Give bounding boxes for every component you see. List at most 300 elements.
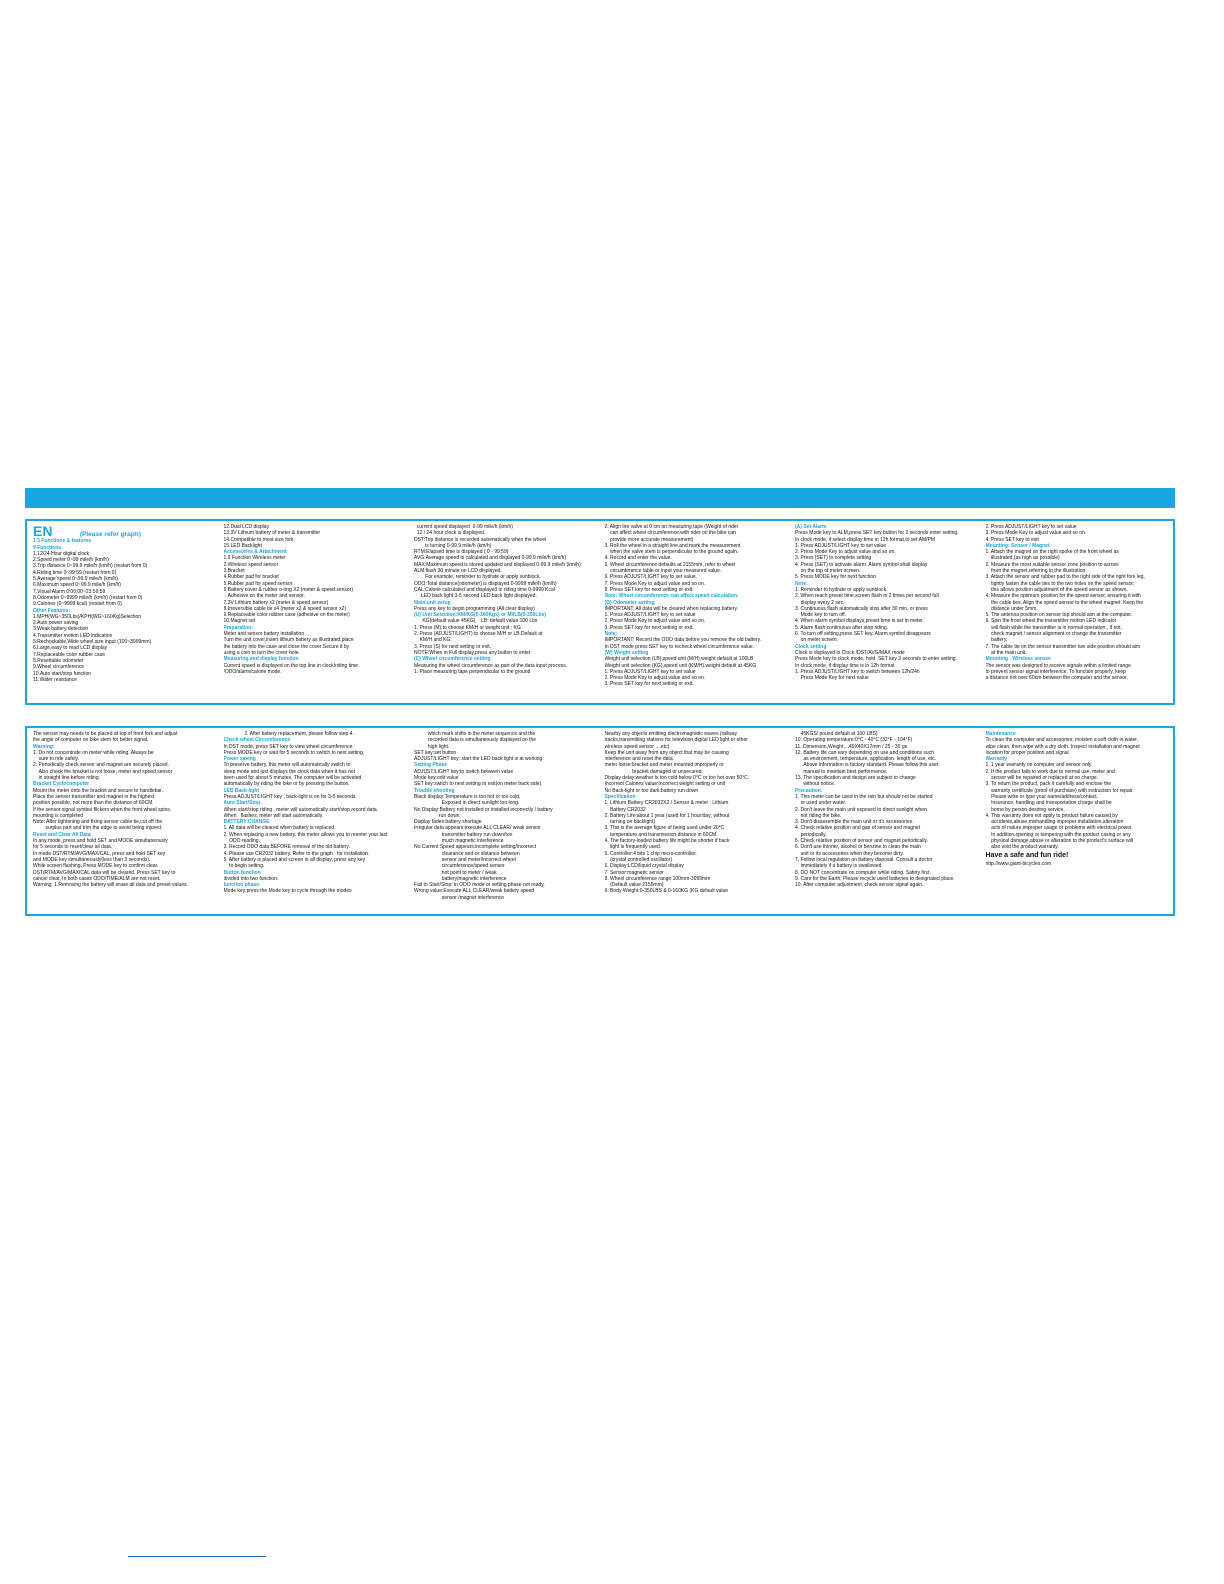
manual-line: Black display:Temperature is too hot or too cold, (414, 793, 521, 800)
column-9 (414, 731, 596, 912)
manual-line: Irregular data appears:execute ALL CLEAR/ weak sensor (414, 825, 541, 832)
section-heading: Button function (223, 869, 261, 876)
manual-line: 4. The factory-loaded battery life might be shorter if back (604, 838, 730, 845)
manual-line: recorded data is simultaneously displayed on the (414, 737, 537, 744)
manual-line: 7. Follow local regulation on battery disposal. Consult a doctor (795, 856, 933, 863)
manual-line: 4. Record and enter the value. (604, 555, 672, 562)
manual-line: Above information is factory standard. Please follow this user (795, 762, 939, 769)
column-2 (224, 524, 406, 701)
manual-line: NOTE:When in Full display,press any button to enter (414, 649, 531, 656)
manual-line: transmitter battery run down/too (414, 831, 513, 838)
manual-line: at the main unit. (985, 649, 1027, 656)
manual-line: 1. Press ADJUST/LIGHT key to switch between 12h/24h (795, 668, 920, 675)
manual-line: Measuring the wheel circumference as part of the data input process. (414, 662, 568, 669)
manual-line: Insurance, handling and transportation charge shall be (985, 800, 1112, 807)
manual-line: Weight unit selection (KG),speed unit (KM/H),weight default at 45KG (604, 662, 757, 669)
manual-line: 2. Press (ADJUST/LIGHT) to choose M/H or LB.Default at (414, 631, 543, 638)
manual-line: 6. Press ADJUST/LIGHT key to set value. (604, 574, 697, 581)
manual-line: this allows position adjustment of the speed sensor as shown. (985, 586, 1128, 593)
manual-line: 15.LED Backlight (223, 542, 262, 549)
manual-line: sensor /magnet interference (414, 894, 505, 901)
language-heading (33, 524, 215, 538)
manual-line: 4. This warranty does not apply to product failure caused by (985, 812, 1118, 819)
manual-line: Current speed is displayed on the top line in clock/riding time (223, 662, 359, 669)
manual-line: To preserve battery, this meter will automatically switch to (223, 762, 351, 769)
manual-line: No Display:Battery not installed or installed incorrectly / battery (414, 806, 553, 813)
manual-line: Place the sensor transmitter and magnet in the highest (33, 793, 155, 800)
manual-line: location for proper position and signal. (985, 749, 1070, 756)
manual-line: 2. After battery replacement, please follow step 4. (223, 731, 354, 737)
manual-line: 4.Rubber pad for bracket (223, 574, 279, 581)
manual-line: 6. Spin the front wheel,the transmitter motion LED indicator (985, 618, 1117, 625)
section-heading: Auto Start/Stop (223, 800, 261, 807)
manual-line: 12. Battery life can vary depending on use and conditions such (795, 749, 934, 756)
manual-line: 9. Care for the Earth. Please recycle used batteries to designated place. (795, 875, 955, 882)
manual-line: 4. Press SET key to exit (985, 536, 1039, 543)
column-3 (414, 524, 596, 701)
manual-line: Wrong value:Execute ALL CLEAR/weak battery speed (414, 888, 535, 895)
manual-line: 6.Battery cover & rubber o-ring X2 (meter & speed sensor) (223, 586, 354, 593)
manual-line: Also check the bracket is not loose, meter and speed sensor (33, 768, 173, 775)
manual-line: from the magnet,referring to the illustration. (985, 568, 1087, 575)
section-heading: (U) Unit Selection:KM/KG(0-160Kgs) or MI/LB(0-350Lbs) (414, 612, 546, 619)
manual-line: on meter screen. (795, 637, 839, 644)
manual-line: clearance and-or distance between (414, 850, 520, 857)
manual-line: 2.Wireless speed sensor (223, 561, 279, 568)
manual-line: Note: After tightening and fixing sensor cable tie,cut off the (33, 819, 163, 826)
manual-line: 5. Alarm flash continuous after stop riding. (795, 624, 889, 631)
manual-line: temperature and transmission distance in 60CM. (604, 831, 718, 838)
manual-line: ALM:flash 30 minute on LCD displayed. (414, 568, 502, 575)
column-10 (605, 731, 787, 912)
manual-line: 7. The cable tie on the sensor transmitter two side position should aim (985, 643, 1141, 650)
column-1 (33, 524, 215, 701)
safe-ride-message: Have a safe and fun ride! (985, 851, 1069, 859)
manual-line: DST/RTM/AVG/MAX/CAL data will be cleared, Press SET key to (33, 869, 176, 876)
section-heading: Accessories & Attachment (223, 549, 287, 556)
manual-line: In DST mode, press SET key to view wheel circumference. (223, 743, 354, 750)
manual-line: also void the product warranty. (985, 844, 1059, 851)
manual-line: 4. Check relative position and gap of sensor and magnet (795, 825, 921, 832)
manual-line: 1. 1 year warranty on computer and sensor only (985, 762, 1092, 769)
manual-line: In clock mode, if select display time in 12h format,to set AM/PM (795, 536, 936, 543)
section-heading: Specification (604, 793, 636, 800)
manual-line: in straight line before riding. (33, 775, 100, 782)
manual-line: 3. Press (SET) to complete setting (795, 555, 872, 562)
manual-line: /ODO/alarm/calorie mode. (223, 668, 282, 675)
manual-line: 4.Transmitter motion LED indication (33, 632, 113, 639)
manual-line: distance under 5mm. (985, 605, 1038, 612)
manual-line: 2. Press Mode Key to adjust value and so on. (604, 618, 706, 625)
manual-line: 4.Riding time 0~99:59 (restart from 0) (33, 569, 117, 576)
column-6 (986, 524, 1168, 701)
manual-line: 3.Weak battery detection (33, 626, 89, 633)
manual-line: 8.Odometer 0~9999 mile/h (km/h) (restart from 0) (33, 594, 143, 601)
manual-line: 4. Please use CR2032 battery. Refer to the graph for installation. (223, 850, 370, 857)
manual-line: 2. Align tire valve at 0 cm on measuring tape (Weight of rider (604, 524, 739, 530)
manual-line: AVG:Average speed is calculated and displayed 0-99.9 mile/h (km/h) (414, 555, 567, 562)
manual-line: illustrated,(as high as possible) (985, 555, 1060, 562)
manual-line: 5.Average speed 0~99.9 mile/h (km/h) (33, 576, 118, 583)
manual-line: 10.Magnet set (223, 618, 256, 625)
manual-line: ADJUST/LIGHT key:to switch between value (414, 768, 514, 775)
manual-line: meter loose:bracket and meter mounted improperly or (604, 762, 724, 769)
language-code: EN (33, 524, 53, 539)
manual-line: Please write or type your name/address/contact. (985, 793, 1099, 800)
section-heading: BATTERY CHANGE (223, 819, 270, 826)
manual-line: IMPORTANT: All data will be cleared when replacing battery. (604, 605, 738, 612)
manual-line: The sensor may needs to be placed at top of front fork and adjust (33, 731, 178, 737)
manual-line: 1. Place measuring tape perpendicular to the ground (414, 668, 531, 675)
manual-line: immediately if a battery is swallowed. (795, 863, 883, 870)
manual-line: warranty certificate (proof of purchase) with instruction for repair. (985, 787, 1134, 794)
manual-line: provide more accurate measurement) (604, 536, 694, 543)
manual-line: Meter and sensor battery installation (223, 631, 305, 638)
section-heading: Preparation: (223, 624, 253, 631)
manual-line: 2. Press ADJUST/LIGHT key to set value (985, 524, 1077, 530)
section-heading: Bracket Cyclocomputer (33, 781, 90, 788)
section-heading: function phase: (223, 882, 261, 889)
manual-line: for 5 seconds to reset/clear all data. (33, 844, 113, 851)
manual-line: automatically by riding the bike or by pressing the button. (223, 781, 350, 788)
section-heading: (A) Set Alarm (795, 524, 827, 530)
manual-line: wipe clean, then wipe with a dry cloth. Inspect installation and magnet (985, 743, 1140, 750)
header-color-bar (25, 488, 1175, 508)
manual-line: will flash while the transmitter is in normal operation., If not, (985, 624, 1122, 631)
column-11 (795, 731, 977, 912)
manual-line: is turning 0-99.9 mile/h (km/h) (414, 542, 492, 549)
section-heading: 9 Functions (33, 544, 62, 551)
manual-line: (crystal controlled oscillator) (604, 856, 673, 863)
manual-line: (Default value 2155mm) (604, 882, 664, 889)
manual-line: 3. Don't disassemble the main unit or it's accessories. (795, 819, 914, 826)
manual-line: 4. Press (SET) to activate alarm. Alarm symbol shall display (795, 561, 928, 568)
manual-line: 10. After computer adjustment, check sensor signal again. (795, 882, 924, 889)
manual-line: 8. Press SET key for next setting or exit. (604, 586, 694, 593)
manual-line: 2. If the product fails to work due to normal use, meter and (985, 768, 1115, 775)
website-url[interactable]: http://www.giant-bicycles.com (985, 860, 1052, 867)
manual-line: circumference/speed sensor (414, 863, 505, 870)
manual-line: 10.Auto start/stop function (33, 670, 92, 677)
manual-line: Fail to Start/Stop: in ODO mode or setting phase not ready. (414, 882, 545, 889)
manual-line: ADJUST/LIGHT key: start the LED back light is at working (414, 756, 543, 763)
manual-line: battery. (985, 637, 1008, 644)
manual-line: The sensor was designed to receive signals within a limited range (985, 662, 1131, 669)
manual-line: DST:Trip distance is recorded automatically when the wheel (414, 536, 547, 543)
manual-line: 5. The antenna position on sensor top should aim at the computer. (985, 612, 1133, 619)
manual-line: 9.Calories (0~9999 kcal) (restart from 0) (33, 601, 122, 608)
manual-line: using a coin to turn the cover hole. (223, 649, 300, 656)
manual-line: MAX:Maximum speed is stored updated and displayed 0-99.9 mile/h (km/h) (414, 561, 581, 568)
manual-line: 7.3V Lithium battery x2 (meter & speed sensor) (223, 599, 329, 606)
manual-line: 6. To turn off setting,press SET key. Alarm symbol disappears (795, 631, 931, 638)
section-heading: Note: (795, 580, 808, 587)
manual-line: tightly fasten the cable ties to the two holes on the speed sensor; (985, 580, 1135, 587)
manual-line: the battery into the case and close the cover.Secure it by (223, 643, 350, 650)
manual-line: physical damage,abuse or alteration to the product's surface will (985, 838, 1133, 845)
section-heading: Measuring and display function (223, 656, 299, 663)
section-heading: Warranty (985, 756, 1007, 763)
manual-line: 2. When replacing a new battery, this meter allows you to reenter your last (223, 831, 388, 838)
column-5 (795, 524, 977, 701)
manual-line: 6.Maximum speed 0~99.9 mile/h (km/h) (33, 582, 121, 589)
manual-line: 8. Wheel circumference range:100mm-3999mm (604, 875, 711, 882)
manual-line: Press ADJUST/LIGHT key , back-light is on for 3-5 seconds. (223, 793, 357, 800)
section-heading: Power saving (223, 756, 256, 763)
manual-line: 6. Display:LCD/liquid crystal display (604, 863, 684, 870)
manual-line: which mark shifts in the meter sequence and the (414, 731, 536, 737)
manual-line: manual to maintain best performance. (795, 768, 888, 775)
manual-line: RTM:Elapsed time is displayed ( 0 - 99:59) (414, 549, 509, 556)
manual-line: 1. Do not concentrate on meter while riding. Always be (33, 749, 154, 756)
manual-line: 3. This is the average figure of being used under 20°C (604, 825, 725, 832)
manual-line: 7.Visual Alarm 0:00:00~23:59:59 (33, 588, 106, 595)
manual-line: 14.Compatible to most size fork (223, 536, 294, 543)
manual-line: the angle of computer on bike stem for better signal. (33, 737, 149, 744)
manual-line: bracket damaged or unsecured. (604, 768, 703, 775)
manual-line: 3. Record ODO data BEFORE removal of the old battery. (223, 844, 350, 851)
manual-line: Incorrect Calories value:Incorrect weight setting or unit (604, 781, 726, 788)
manual-line: run down (414, 812, 460, 819)
manual-line: high light. (414, 743, 450, 750)
manual-line: position possible. not more than the distance of 60CM. (33, 800, 154, 807)
manual-line: periodically. (795, 831, 827, 838)
section-heading: LED Back-light (223, 787, 260, 794)
manual-line: 13. The specification and design are subject to change (795, 775, 916, 782)
manual-line: 1.MPH(WG~350Lbs)/KPH(WG~160Kg)Selection (33, 613, 142, 620)
manual-line: Mode key:edit value (414, 775, 459, 782)
manual-line: current speed displayed 0-99 mile/h (km/h) (414, 524, 513, 530)
manual-line: 1. Attach the magnet on the right spoke of the front wheel as (985, 549, 1119, 556)
manual-line: In DST mode press SET key to recheck wheel circumference value. (604, 643, 755, 650)
manual-line: KM/H and KG. (414, 637, 452, 644)
manual-line: Keep the unit away from any object that may be causing (604, 749, 729, 756)
manual-line: sensor will be repaired or replaced at no charge. (985, 775, 1099, 782)
manual-line: Press MODE key or wait for 5 seconds to switch to next setting. (223, 749, 365, 756)
manual-line: 5. Press MODE key for next function (795, 574, 876, 581)
manual-line: 4. When alarm symbol displays,preset time is set in meter. (795, 618, 924, 625)
manual-line: To clean the computer and accessories; moisten a soft cloth in water, (985, 737, 1139, 744)
manual-line: 2. Press Mode Key to adjust value and so on. (795, 549, 896, 556)
manual-line: borne by person desiring service. (985, 806, 1065, 813)
manual-line: 1. Lithium Battery CR2032X2 / Sensor & meter : Lithium (604, 800, 729, 807)
manual-line: 4. Measure the optimum position for the speed sensor, ensuring it with (985, 593, 1141, 600)
manual-line: 13.3V Lithium battery of meter & transmitter (223, 530, 321, 537)
manual-line: 1. Reminder to hydrate or apply sunblock. (795, 586, 888, 593)
manual-line: Warning: 1.Removing the battery will erase all data and preset values. (33, 882, 188, 889)
manual-line: 3. To return the product, pack it carefully and enclose the (985, 781, 1112, 788)
manual-line: and MODE key simultaneously(less than 3 seconds). (33, 856, 151, 863)
manual-line: cancel clear, In both cases ODO/TIME/ALM are not reset. (33, 875, 161, 882)
manual-line: as environment, temperature, application, length of use, etc. (795, 756, 937, 763)
manual-line: or used under water. (795, 800, 847, 807)
column-8 (224, 731, 406, 912)
manual-line: display every 2 sec. (795, 599, 845, 606)
manual-line: 1. All data will be cleared when battery is replaced. (223, 825, 336, 832)
section-heading: Other Features: (33, 607, 71, 614)
manual-line: In addition,opening or tampering with the product casing or any (985, 831, 1131, 838)
manual-line: divided into two function: (223, 875, 279, 882)
manual-line: SET key:set button (414, 749, 457, 756)
column-12 (986, 731, 1168, 912)
manual-line: 3. Roll the wheel in a straight line and mark the measurement (604, 542, 741, 549)
section-heading: 1 5 Functions & features (33, 538, 92, 545)
manual-line: 45KGS/ pound default at 100 LBS) (795, 731, 878, 737)
manual-line: sleep mode and just displays the clock data when it has not (223, 768, 355, 775)
manual-line: Nearby any objects emitting electromagnetic waves (railway (604, 731, 738, 737)
manual-line: ODO:Total distance(odometer) is displayed 0-9999 mile/h (km/h) (414, 580, 557, 587)
manual-line: Press any key to begin programming (All clear display) (414, 605, 535, 612)
manual-line: mounting is completed (33, 812, 84, 819)
manual-line: CAL:Calorie calculated and displayed in riding time 0-9999 Kcal (414, 586, 555, 593)
manual-line: Display delay:weather is too cold below 0°C or too hot over 50°C. (604, 775, 750, 782)
manual-line: battery/magnetic interference (414, 875, 507, 882)
manual-line: 2. When reach preset time,screen flash in 2 times per second full (795, 593, 939, 600)
manual-line: 1. This meter can be used in the rain but should not be started (795, 793, 933, 800)
manual-line: Press Mode Key for next value (795, 675, 869, 682)
section-heading: Mounting : Wireless sensor (985, 656, 1051, 663)
manual-line: Clock is displayed in Clock /DST/AVG/MAX mode (795, 649, 905, 656)
manual-line: For example, reminder to hydrate or apply sunblock. (414, 574, 541, 581)
bottom-rule (128, 1556, 266, 1557)
manual-line: 9. Body Weight:0-350LBS & 0-160KG (KG default value (604, 888, 729, 895)
manual-line: to begin setting. (223, 863, 265, 870)
manual-line: 1.9 Function Wireless meter (223, 555, 286, 562)
manual-line: Mode key to turn off. (795, 612, 847, 619)
manual-line: 3. Press SET key for next setting or exit. (604, 681, 694, 688)
manual-line: 6. Don't use thinner, alcohol or benzine to clean the main (795, 844, 921, 851)
section-heading: Precaution: (795, 787, 823, 794)
manual-line: IMPORTANT: Record the ODO data before you remove the old battery. (604, 637, 762, 644)
manual-line: sure to ride safely. (33, 756, 80, 763)
manual-line: 2. Press Mode Key to adjust value and so on. (604, 675, 706, 682)
manual-panel-bottom (25, 726, 1175, 916)
manual-line: 10. Operating temperature:0°C - 40°C (32°F - 104°F) (795, 737, 913, 744)
manual-line: 1. Press ADJUST/LIGHT key to set value (604, 668, 696, 675)
section-heading: Setting Phase (414, 762, 448, 769)
section-heading: Trouble shooting (414, 787, 455, 794)
manual-line: 2. Don't leave the main unit exposed to direct sunlight when (795, 806, 927, 813)
manual-line: When start/stop riding , meter will automatically start/stop record data. (223, 806, 379, 813)
manual-line: 5.Rubber pad for speed sensor (223, 580, 293, 587)
section-heading: Clock setting (795, 643, 827, 650)
manual-line: tracks,transmitting stations for television,digital LED light or other (604, 737, 748, 744)
manual-line: Turn the unit cover,insert lithium battery as illustrated,place (223, 637, 354, 644)
manual-line: sensor and meter/incorrect wheel (414, 856, 516, 863)
manual-line: without notice. (795, 781, 836, 788)
manual-line: 9.Wheel circumference (33, 664, 85, 671)
manual-line: Adhesive on the meter and sensor. (223, 593, 305, 600)
section-heading: Mounting: Sensor / Magnet (985, 542, 1050, 549)
manual-line: 1. Press ADJUST/LIGHT key to set value (604, 612, 696, 619)
manual-line: 7. Press Mode Key to adjust value and so on. (604, 580, 706, 587)
manual-line: 3. Attach the sensor and rubber pad to the right side of the right fork leg, (985, 574, 1145, 581)
manual-line: Battery CR2032 (604, 806, 646, 813)
manual-line: acts of nature,improper usage or problems with electrical power. (985, 825, 1133, 832)
manual-line: In any mode, press and hold SET and MODE simultaneously (33, 838, 168, 845)
manual-line: 2. Measure the most suitable sensor zone position to across (985, 561, 1119, 568)
manual-line: 12.Dual LCD display (223, 524, 270, 530)
manual-line: When flashes, meter will start automatically. (223, 812, 324, 819)
section-heading: Reset and Clear All Data (33, 831, 91, 838)
manual-line: check magnet / sensor alignment or change the transmitter (985, 631, 1122, 638)
manual-line: While screen flashing, Press MODE key to confirm clear. (33, 863, 159, 870)
manual-line: 6.Large,easy to read LCD display (33, 645, 108, 652)
manual-line: Mode key:press the Mode key to cycle through the modes (223, 888, 352, 895)
manual-line: 7. Sensor:magnetic sensor (604, 869, 664, 876)
manual-line: In clock mode, if display time is in 12h format (795, 662, 895, 669)
section-heading: Warning: (33, 743, 55, 750)
manual-line: wireless speed sensor ....etc). (604, 743, 671, 750)
manual-line: 5.Rechockable,Wide wheel size input (100~3999mm) (33, 639, 152, 646)
manual-line: 1. Press ADJUST/LIGHT key to set value (795, 542, 887, 549)
manual-line: 11. Dimension,Weight....49X40X17mm / 25 - 30 gs (795, 743, 908, 750)
manual-line: a distance not over 60cm between the computer and the sensor. (985, 675, 1128, 682)
manual-line: ODO reading. (223, 838, 260, 845)
manual-line: accidents,abuse,mishandling improper installation,alteration (985, 819, 1124, 826)
manual-line: to prevent sensor signal interference. To function properly, keep (985, 668, 1126, 675)
manual-line: can affect wheel circumference,with rider on the bike can (604, 530, 736, 537)
section-heading: Note: (604, 631, 618, 638)
manual-line: when the valve stem is perpendicular to the ground again. (604, 549, 739, 556)
manual-line: unit or its accessories when they become dirty. (795, 850, 904, 857)
manual-line: 11.Water resistance (33, 676, 77, 683)
manual-line: 3. Press SET key for next setting or exit. (604, 624, 694, 631)
manual-line: 2. Periodically check sensor and magnet are securely placed. (33, 762, 169, 769)
manual-line: Display fades:battery shortage (414, 819, 482, 826)
manual-line: 2.Auto power saving (33, 620, 79, 627)
manual-line: LED back light:3-5 second LED back light displayed. (414, 593, 537, 600)
manual-line: circumference table or input your measured value. (604, 568, 722, 575)
manual-line: 5. Check relative position of sensor and magnet periodically. (795, 838, 929, 845)
manual-line: KG(default value 45KG) LB: default value 100 Lbs (414, 618, 538, 625)
section-heading: (C) Wheel circumference setting: (414, 656, 493, 663)
manual-line: No Back-light or too dark:battery run down (604, 787, 699, 794)
manual-line: 7.Replaceable color rubber case (33, 651, 105, 658)
manual-line: 5. After battery is placed and screen in all display, press any key (223, 856, 366, 863)
manual-line: Press Mode key to ALM,press SET key button for 2 seconds enter setting. (795, 530, 959, 537)
manual-line: 5. Wheel circumference defaults at 2155mm, refer to wheel (604, 561, 736, 568)
section-heading: Note: Wheel circumference can affect speed calculation. (604, 593, 739, 600)
manual-line: much magnetic interference (414, 838, 504, 845)
manual-line: SET key:switch to next setting or exit(on meter back side). (414, 781, 543, 788)
section-heading: Check wheel Circumference (223, 737, 291, 744)
manual-line: 3. Continuous flash automatically stop after 30 min, or press (795, 605, 928, 612)
manual-line: 5. Controller:4 bits 1 chip micro-controller. (604, 850, 697, 857)
manual-line: not riding the bike. (795, 812, 842, 819)
manual-line: 3.Trip distance 0~99.9 mile/h (km/h) (restart from 0) (33, 563, 148, 570)
manual-line: No Current Speed appears:incomplete setting/incorrect (414, 844, 537, 851)
manual-line: turning on backlight) (604, 819, 656, 826)
manual-line: been used for about 5 minutes. The computer will be activated (223, 775, 362, 782)
manual-line: If the sensor signal symbol flickers when the front wheel spins, (33, 806, 172, 813)
manual-line: Weight unit selection (LB),speed unit (M/H),weight default at 100LB (604, 656, 754, 663)
manual-line: 2. Battery Life:about 1 year (used for 1 hour/day; without (604, 812, 730, 819)
manual-line: 3. Press (S) for next setting or exit. (414, 643, 491, 650)
manual-line: 1.12/24 Hour digital clock (33, 550, 90, 557)
manual-line: light is frequently used. (604, 844, 662, 851)
manual-line: Exposed in direct sunlight too long. (414, 800, 520, 807)
column-7 (33, 731, 215, 912)
section-heading: Main unit setup (414, 599, 451, 606)
manual-line: 12 / 24 hour clock is displayed, (414, 530, 486, 537)
manual-line: 3. Press Mode Key to adjust value and so on. (985, 530, 1087, 537)
manual-line: 8.Irreversible cable tie x4 (meter x2 & speed sensor x2) (223, 605, 347, 612)
manual-line: on the top of meter screen. (795, 568, 861, 575)
manual-line: Press Mode key to clock mode, hold SET key 3 seconds to enter setting. (795, 656, 957, 663)
manual-line: 1. Press (M) to choose KM/H or weight unit : KG (414, 624, 521, 631)
manual-line: not point to meter / weak (414, 869, 497, 876)
